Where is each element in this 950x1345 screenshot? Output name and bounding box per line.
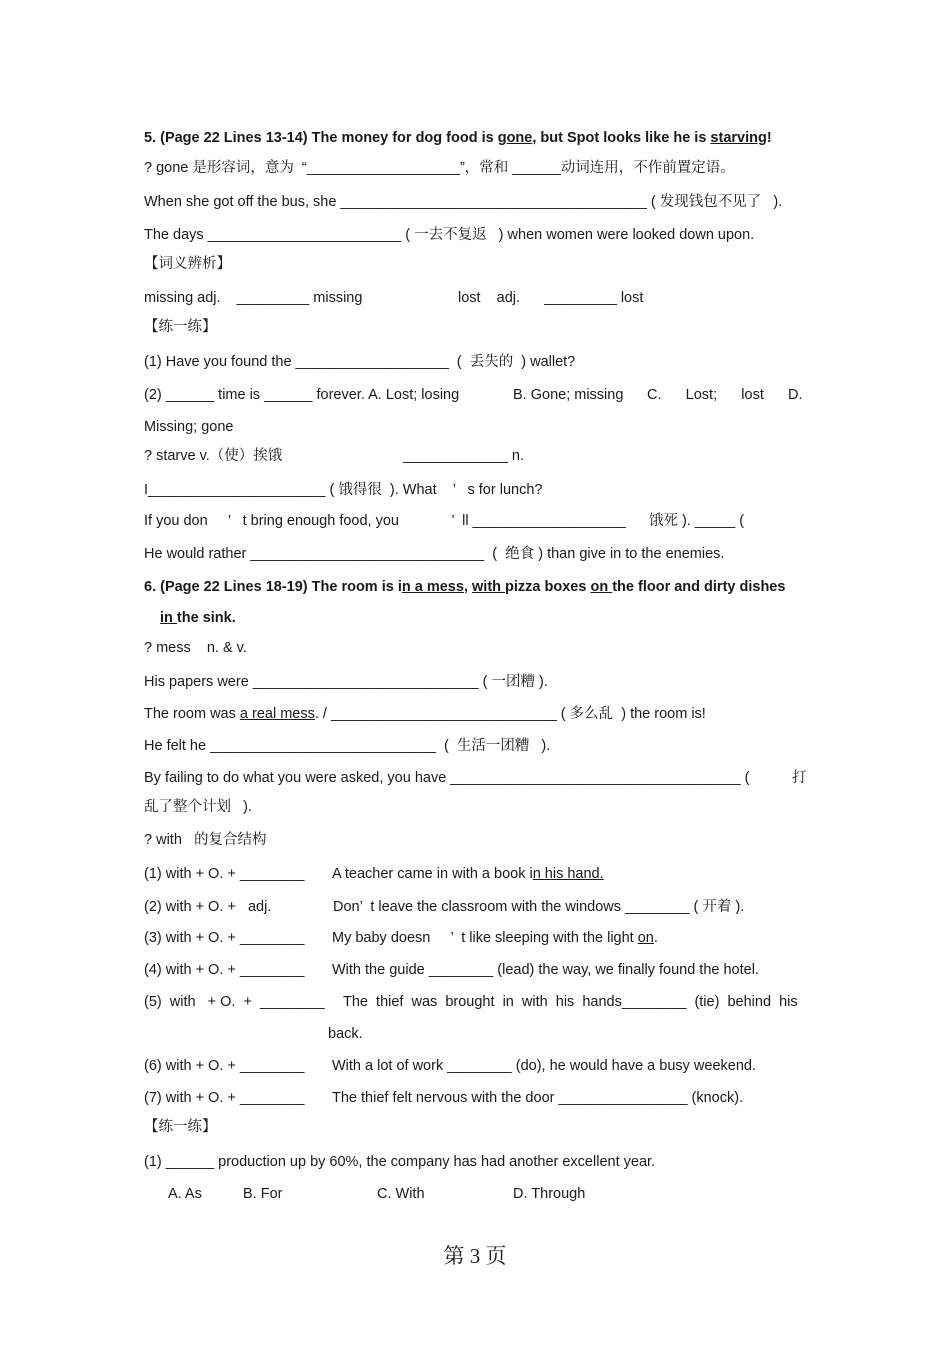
practice-q1: (1) Have you found the ___________________ ( 丢失的 ) wallet? [144, 354, 576, 370]
with-4-example: With the guide ________ (lead) the way, we finally found the hotel. [332, 962, 759, 978]
with-6-example: With a lot of work ________ (do), he would have a busy weekend. [332, 1058, 756, 1074]
mess-example-3: He felt he ____________________________ ( 生活一团糟 ). [144, 738, 551, 754]
practice-heading: 【练一练】 [144, 319, 217, 335]
with-4-pattern: (4) with + O. + ________ [144, 962, 305, 978]
with-2-example: Don’ t leave the classroom with the windows ________ ( 开着 ). [333, 899, 745, 915]
practice-q2-option-c: C. Lost; lost D. [647, 387, 803, 403]
gone-word: gone [497, 130, 533, 146]
with-5-example: The thief was brought in with his hands________ (tie) behind his [343, 994, 798, 1010]
with-structure-heading: ? with 的复合结构 [144, 832, 267, 848]
starve-definition: ? starve v.（使）挨饿 [144, 448, 283, 464]
mess-example-4: By failing to do what you were asked, you have ____________________________________ ( [144, 770, 750, 786]
section6-title-cont: in the sink. [160, 610, 236, 626]
starve-example-1: I______________________ ( 饿得很 ). What ’ s for lunch? [144, 482, 543, 498]
option-b: B. For [243, 1186, 283, 1202]
missing-definition: missing adj. _________ missing [144, 290, 363, 306]
with-5-pattern: (5) with + O. + ________ [144, 994, 325, 1010]
starve-example-3: He would rather _____________________________ ( 绝食 ) than give in to the enemies. [144, 546, 725, 562]
with-6-pattern: (6) with + O. + ________ [144, 1058, 305, 1074]
starve-example-2-end: 饿死 ). _____ ( [649, 513, 745, 529]
practice-heading-2: 【练一练】 [144, 1119, 217, 1135]
mess-example-1: His papers were ____________________________ ( 一团糟 ). [144, 674, 548, 690]
practice-q2-option-b: B. Gone; missing [513, 387, 624, 403]
with-7-pattern: (7) with + O. + ________ [144, 1090, 305, 1106]
gone-example-1: When she got off the bus, she ______________________________________ ( 发现钱包不见了 ). [144, 194, 783, 210]
option-c: C. With [377, 1186, 425, 1202]
practice-q2-option-d: Missing; gone [144, 419, 234, 435]
page-number: 第 3 页 [443, 1244, 507, 1268]
mess-example-2: The room was a real mess. / ____________________________ ( 多么乱 ) the room is! [144, 706, 706, 722]
starve-example-2: If you don ’ t bring enough food, you ’ ll ___________________ [144, 513, 626, 529]
practice-q2: (2) ______ time is ______ forever. A. Lost; losing [144, 387, 460, 403]
with-2-pattern: (2) with + O. + adj. [144, 899, 272, 915]
lost-definition: lost adj. _________ lost [458, 290, 644, 306]
practice2-q1: (1) ______ production up by 60%, the company has had another excellent year. [144, 1154, 656, 1170]
with-3-example: My baby doesn ’ t like sleeping with the light on. [332, 930, 658, 946]
option-a: A. As [168, 1186, 202, 1202]
with-3-pattern: (3) with + O. + ________ [144, 930, 305, 946]
with-1-example: A teacher came in with a book in his hand. [332, 866, 604, 882]
section5-title: 5. (Page 22 Lines 13-14) The money for dog food is gone, but Spot looks like he is starving! [144, 130, 772, 146]
option-d: D. Through [513, 1186, 586, 1202]
section6-title: 6. (Page 22 Lines 18-19) The room is in a mess, with pizza boxes on the floor and dirty dishes [144, 579, 786, 595]
word-analysis-heading: 【词义辨析】 [144, 256, 231, 272]
mess-example-4-end: 乱了整个计划 ). [144, 799, 252, 815]
gone-definition: ? gone 是形容词，意为 “___________________”，常和 ______动词连用，不作前置定语。 [144, 160, 735, 176]
with-1-pattern: (1) with + O. + ________ [144, 866, 305, 882]
mess-example-4-cont: 打 [792, 770, 807, 786]
starving-word: starving [710, 130, 767, 146]
gone-example-2: The days ________________________ ( 一去不复返 ) when women were looked down upon. [144, 227, 755, 243]
starve-noun: _____________ n. [403, 448, 524, 464]
mess-definition: ? mess n. & v. [144, 640, 247, 656]
with-5-example-cont: back. [328, 1026, 363, 1042]
with-7-example: The thief felt nervous with the door ________________ (knock). [332, 1090, 744, 1106]
